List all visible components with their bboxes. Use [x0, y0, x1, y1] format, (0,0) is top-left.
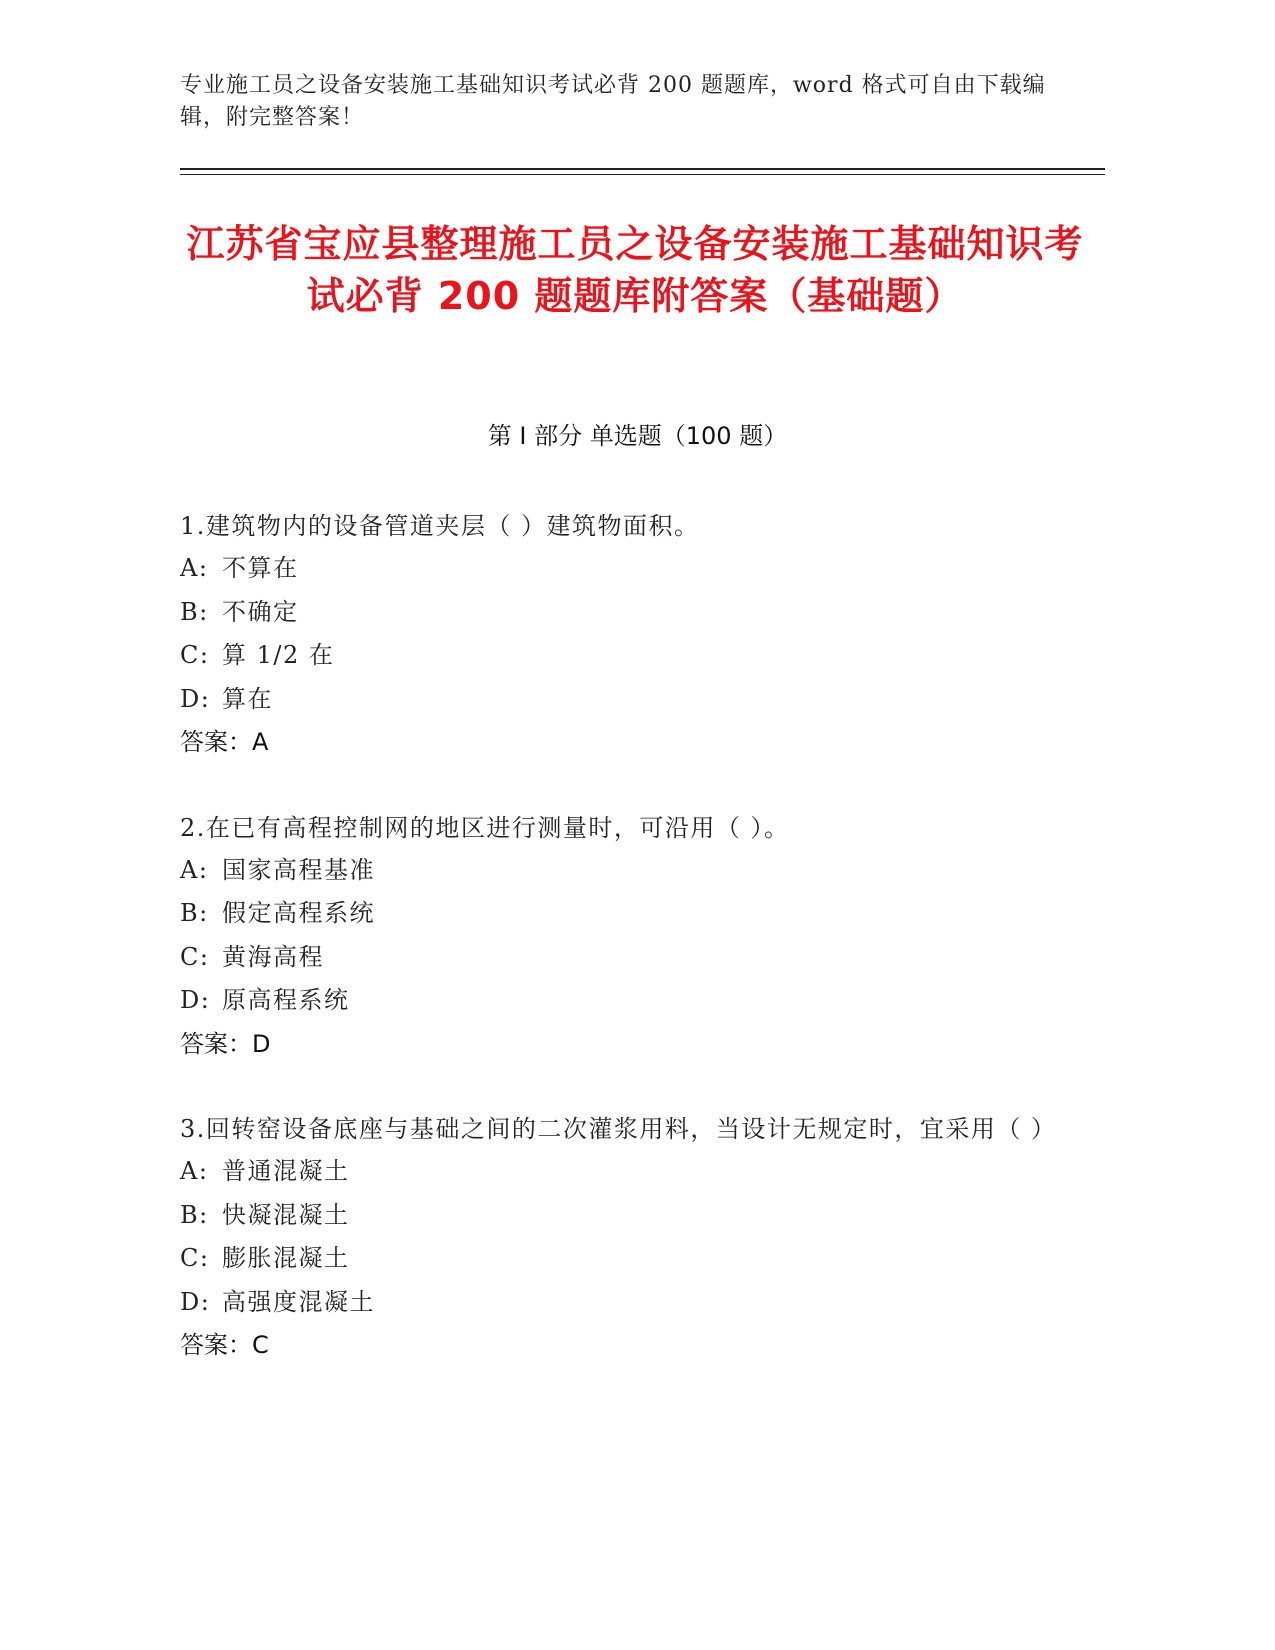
answer-line: 答案：D [180, 1029, 271, 1058]
document-title: 江苏省宝应县整理施工员之设备安装施工基础知识考试必背 200 题题库附答案（基础题） [186, 222, 1084, 318]
option-letter: D: [180, 986, 211, 1014]
option-letter: B: [180, 1200, 209, 1229]
option-c [180, 634, 1060, 678]
option-c [180, 936, 1060, 980]
question-stem: 2.在已有高程控制网的地区进行测量时，可沿用（ ）。 [180, 813, 790, 842]
option-letter: C: [180, 942, 210, 971]
question-1 [180, 505, 1060, 765]
question-list [180, 505, 1060, 1410]
option-letter: C: [180, 1244, 210, 1272]
option-text: 算 1/2 在 [222, 641, 335, 669]
header-divider-thin [180, 174, 1105, 175]
option-a [180, 849, 1060, 893]
option-letter: A: [180, 554, 209, 582]
option-text: 黄海高程 [222, 942, 324, 971]
option-letter: B: [180, 899, 209, 927]
option-text: 原高程系统 [222, 986, 350, 1014]
option-letter: C: [180, 641, 210, 669]
option-text: 普通混凝土 [222, 1157, 350, 1185]
option-b [180, 1194, 1060, 1238]
question-3 [180, 1108, 1060, 1368]
option-d [180, 678, 1060, 722]
question-stem: 1.建筑物内的设备管道夹层（ ）建筑物面积。 [180, 512, 700, 540]
option-letter: B: [180, 597, 209, 626]
option-c [180, 1237, 1060, 1281]
option-text: 假定高程系统 [222, 899, 375, 927]
option-b [180, 892, 1060, 936]
answer-line: 答案：A [180, 728, 269, 756]
header-divider-thick [180, 168, 1105, 170]
option-text: 膨胀混凝土 [222, 1244, 350, 1272]
option-text: 快凝混凝土 [222, 1200, 350, 1229]
option-d [180, 1281, 1060, 1325]
option-text: 不算在 [222, 554, 299, 582]
section-title: 第 I 部分 单选题（100 题） [487, 422, 788, 450]
option-letter: A: [180, 1157, 209, 1185]
option-text: 高强度混凝土 [222, 1287, 375, 1316]
option-letter: A: [180, 855, 209, 884]
option-text: 不确定 [222, 597, 299, 626]
option-letter: D: [180, 1287, 211, 1316]
option-b [180, 591, 1060, 635]
question-2 [180, 807, 1060, 1067]
option-text: 国家高程基准 [222, 855, 375, 884]
answer-line: 答案：C [180, 1331, 269, 1359]
question-stem: 3.回转窑设备底座与基础之间的二次灌浆用料，当设计无规定时，宜采用（ ） [180, 1115, 1057, 1143]
option-d [180, 979, 1060, 1023]
header-note: 专业施工员之设备安装施工基础知识考试必背 200 题题库，word 格式可自由下载编辑，附完整答案！ [180, 73, 1046, 130]
option-a [180, 1150, 1060, 1194]
option-a [180, 547, 1060, 591]
option-text: 算在 [222, 684, 273, 713]
option-letter: D: [180, 684, 211, 713]
